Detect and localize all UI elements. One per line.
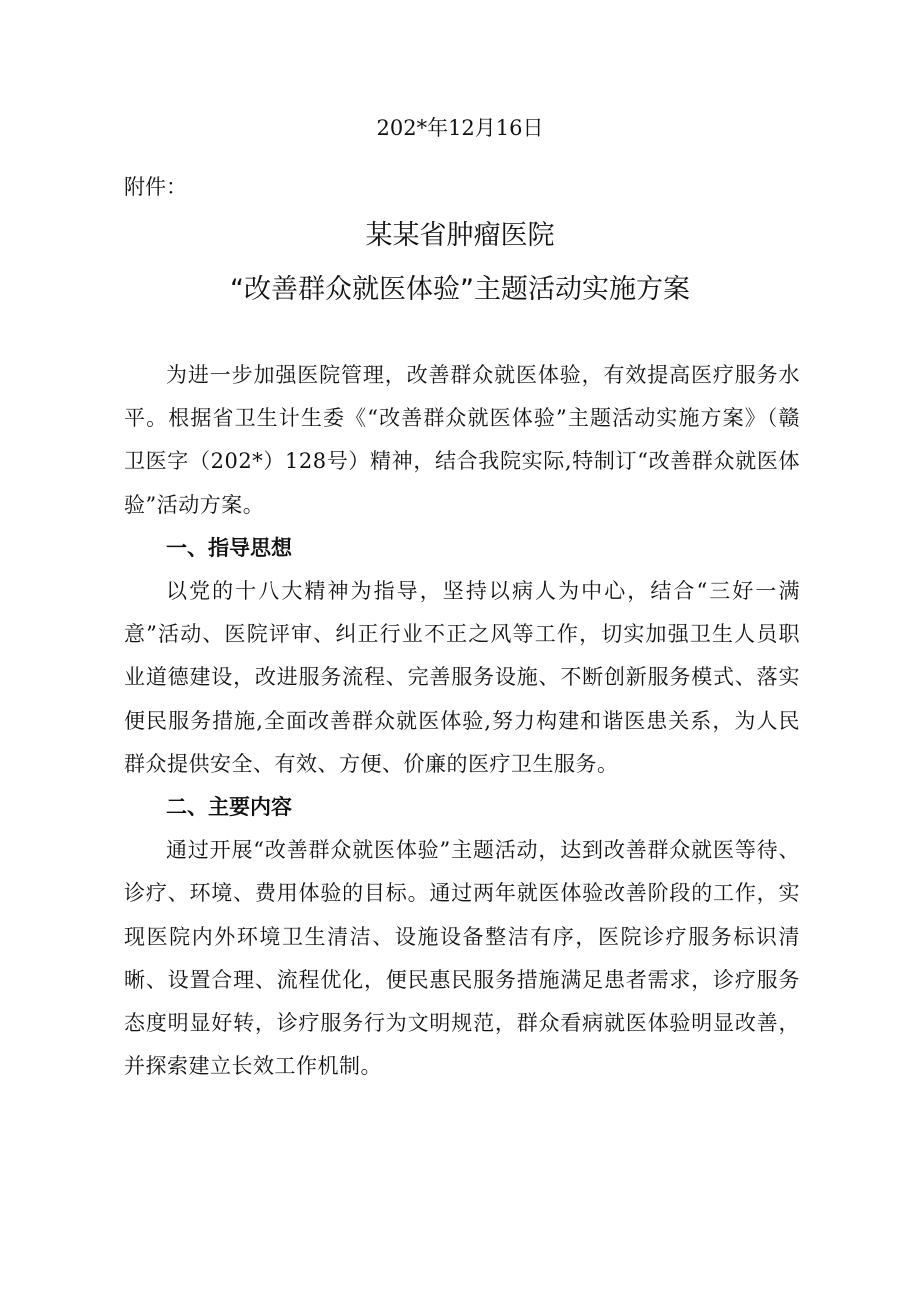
section-heading-guiding-ideology: 一、指导思想: [166, 535, 292, 560]
document-date: 202*年12月16日: [376, 116, 544, 140]
attachment-label: 附件：: [124, 175, 187, 199]
section-paragraph-main-content: 通过开展“改善群众就医体验”主题活动，达到改善群众就医等待、诊疗、环境、费用体验的目标。通过两年就医体验改善阶段的工作，实现医院内外环境卫生清洁、设施设备整洁有序，医院诊疗服务标识清晰、设置合理、流程优化，便民惠民服务措施满足患者需求，诊疗服务态度明显好转，诊疗服务行为文明规范，群众看病就医体验明显改善，并探索建立长效工作机制。: [124, 838, 800, 1079]
section-heading-main-content: 二、主要内容: [166, 795, 292, 820]
document-title-line1: 某某省肿瘤医院: [365, 220, 555, 251]
section-paragraph-guiding-ideology: 以党的十八大精神为指导，坚持以病人为中心，结合“三好一满意”活动、医院评审、纠正行业不正之风等工作，切实加强卫生人员职业道德建设，改进服务流程、完善服务设施、不断创新服务模式、落实便民服务措施,全面改善群众就医体验,努力构建和谐医患关系，为人民群众提供安全、有效、方便、价廉的医疗卫生服务。: [124, 579, 800, 776]
document-title-line2: “改善群众就医体验”主题活动实施方案: [230, 274, 690, 305]
document-body: [124, 354, 800, 1088]
intro-paragraph: 为进一步加强医院管理，改善群众就医体验，有效提高医疗服务水平。根据省卫生计生委《“改善群众就医体验”主题活动实施方案》（赣卫医字（202*）128号）精神，结合我院实际,特制订“改善群众就医体验”活动方案。: [124, 363, 800, 517]
